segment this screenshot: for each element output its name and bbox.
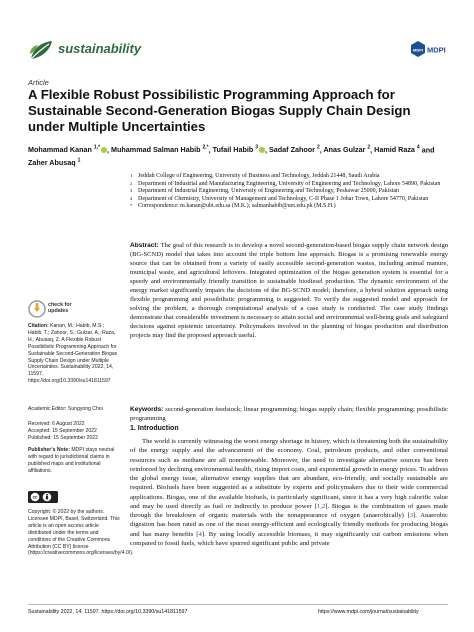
article-title: A Flexible Robust Possibilistic Programming Approach for Sustainable Second-Generation Biogas Supply Chain Design under Multiple Uncertainties (28, 87, 411, 134)
affiliation-item (130, 173, 450, 181)
reference-link[interactable]: 4 (198, 530, 202, 538)
reference-link[interactable]: 3 (409, 512, 414, 519)
copyright-text: Copyright: © 2022 by the authors. Licensee MDPI, Basel, Switzerland. This article is an open access article distributed under the terms and conditions of the Creative Commons Attribution (CC BY) license (https://creativecommons.org/licenses/by/4.0/). (28, 509, 134, 557)
affiliations (130, 173, 450, 211)
publisher-note-label: Publisher’s Note: (28, 447, 70, 453)
publisher-note-text: MDPI stays neutral with regard to jurisdictional claims in published maps and institutional affiliations. (28, 447, 115, 474)
author-affiliation-marker: 2 (316, 145, 320, 151)
intro-text: ]. By using locally accessible biomass, it may significantly cut carbon emissions when compared to fossil fuels, which have spurred significant public and private (130, 530, 449, 547)
keywords-text: second-generation feedstock; linear programming; biogas supply chain; flexible programming; possibilistic programming (130, 406, 448, 422)
journal-name: sustainability (58, 41, 142, 56)
author-name: Hamid Raza $^4$ (374, 145, 420, 155)
orcid-icon[interactable] (259, 147, 265, 153)
svg-text:cc: cc (32, 494, 38, 500)
citation-block (28, 323, 120, 385)
orcid-icon[interactable] (101, 147, 107, 153)
cc-by-license-icon[interactable] (28, 491, 58, 503)
accepted-date: Accepted: 15 September 2022 (28, 427, 97, 434)
affiliation-item (130, 203, 450, 211)
author-name: Anas Gulzar $^2$ (323, 145, 371, 155)
affiliation-number: 1 (130, 173, 133, 178)
affiliation-text: Department of Chemistry, University of Management and Technology, C-II Phase 1 Johar Town, Lahore 54770, Pakistan (138, 195, 429, 202)
check-for-updates-label[interactable] (48, 302, 72, 314)
introduction-paragraph (130, 437, 448, 548)
author-affiliation-marker: 4 (416, 145, 420, 151)
affiliation-number: 2 (130, 180, 133, 186)
intro-text: ]. Anaerobic digestion has been rated as one of the most energy-efficient and ecologically friendly methods for producing biogas and has many benefits [ (130, 512, 448, 538)
author-affiliation-marker: 2 (367, 145, 371, 151)
mdpi-logo-mark: MDPI (413, 47, 423, 53)
abstract (130, 241, 448, 341)
academic-editor: Academic Editor: Sungyong Choi (28, 406, 103, 412)
intro-text: ]. Biogas is the combination of gases made through the breakdown of organic materials with the nonappearance of oxygen (anaerobically) [ (130, 502, 449, 519)
author-name: Tufail Habib $^3$ (213, 145, 265, 154)
author-name: Sadaf Zahoor $^2$ (269, 145, 320, 155)
footer-divider (28, 604, 448, 605)
author-name: Mohammad Kanan $^{1,*}$ (28, 145, 107, 154)
affiliation-text: Jeddah College of Engineering, University of Business and Technology, Jeddah 21448, Saudi Arabia (138, 173, 380, 179)
check-updates-line-1: check for (48, 302, 72, 308)
received-date: Received: 6 August 2022 (28, 421, 85, 427)
author-affiliation-marker: 2,* (202, 145, 209, 151)
affiliation-number: 4 (130, 195, 133, 201)
keywords-label: Keywords: (130, 406, 164, 413)
publisher-note (28, 447, 120, 475)
author-name: Zaher Abusaq $^1$ (28, 157, 81, 167)
keywords (130, 405, 448, 423)
dates-block (28, 421, 120, 442)
author-list: Mohammad Kanan $^{1,*}$ , Muhammad Salman Habib $^{2,*}$, Tufail Habib $^3$ , Sadaf Zahoor $^2$, Anas Gulzar $^2$, Hamid Raza $^4$ and Zaher Abusaq $^1$ (28, 145, 435, 167)
affiliation-text: Department of Industrial Engineering, University of Engineering and Technology, Peshawar 25000, Pakistan (138, 188, 400, 195)
section-heading: 1. Introduction (130, 425, 179, 432)
author-affiliation-marker: 1 (77, 157, 81, 164)
author-name: Muhammad Salman Habib $^{2,*}$ (111, 145, 209, 155)
affiliation-text: Correspondence: m.kanan@ubt.edu.sa (M.K.); salmanhabib@uet.edu.pk (M.S.H.) (138, 203, 336, 210)
affiliation-number: 3 (130, 188, 133, 194)
footer-journal-url[interactable]: https://www.mdpi.com/journal/sustainability (318, 609, 419, 615)
published-date: Published: 15 September 2022 (28, 434, 98, 441)
check-for-updates-icon[interactable] (28, 300, 46, 318)
affiliation-number: * (130, 203, 133, 209)
affiliation-text: Department of Industrial and Manufacturing Engineering, University of Engineering and Technology, Lahore 54890, Pakistan (138, 180, 441, 187)
abstract-text: The goal of this research is to develop a novel second-generation-based biogas supply chain network design (BG-SCND) model that takes into account the triple bottom line approach. Biogas is a promising renewable energy source that can be obtained from a variety of easily accessible second-generation wastes, including animal manure, municipal waste, and agricultural leftovers. Integrated optimization of the biogas generation system is essential for a speedy and environmentally friendly transition to sustainable biodiesel production. The dynamic environment of the energy market significantly impairs the decisions of the BG-SCND model; therefore, a hybrid solution approach using flexible programming and possibilistic programming is suggested. To verify the suggested model and approach for solving the problem, a thorough computational analysis of a case study is conducted. The case study findings demonstrate that considerable investment is necessary to attain social and environmental well-being goals and safeguard decisions against epistemic uncertainty. Policymakers involved in the planning of biogas production and distribution projects may find the proposed approach useful. (130, 242, 448, 340)
mdpi-logo (410, 40, 446, 60)
affiliation-item (130, 188, 450, 196)
mdpi-logo-text: MDPI (427, 45, 446, 55)
citation-label: Citation: (28, 323, 49, 329)
article-type: Article (28, 78, 49, 87)
copyright-notice (28, 509, 134, 557)
sustainability-leaf-icon (28, 38, 54, 62)
intro-text: The world is currently witnessing the worst energy shortage in history, which is threatening both the sustainability of the energy supply and the advancement of the economy. Coal, petroleum products, and other conventional resources such as methane are all nonrenewable. Moreover, the need to investigate alternative sources has been reinforced by declining environmental health, rising import costs, and exponential growth in energy prices. To address the global energy issue, alternative energy supplies that are abundant, eco-friendly, and socially sustainable are required. Biofuels have been suggested as a substitute by experts and policymakers due to their wide commercial applications. Biogas, one of the available biofuels, is particularly significant, since it has a very high calorific value and may be used directly as fuel or indirectly to produce power [ (130, 438, 448, 510)
author-affiliation-marker: 3 (255, 145, 258, 151)
reference-link[interactable]: 1,2 (316, 502, 326, 510)
author-affiliation-marker: 1,* (93, 145, 101, 151)
footer-citation: Sustainability 2022, 14, 11597. https://doi.org/10.3390/su141811597 (28, 609, 188, 615)
citation-text: Kanan, M.; Habib, M.S.; Habib, T.; Zahoor, S.; Gulzar, A.; Raza, H.; Abusaq, Z. A Flexible Robust Possibilistic Programming Approach for Sustainable Second-Generation Biogas Supply Chain Design under Multiple Uncertainties. Sustainability 2022, 14, 11597. https://doi.org/10.3390/su141811597 (28, 323, 118, 385)
check-updates-line-2: updates (48, 308, 69, 314)
abstract-label: Abstract: (130, 242, 159, 249)
